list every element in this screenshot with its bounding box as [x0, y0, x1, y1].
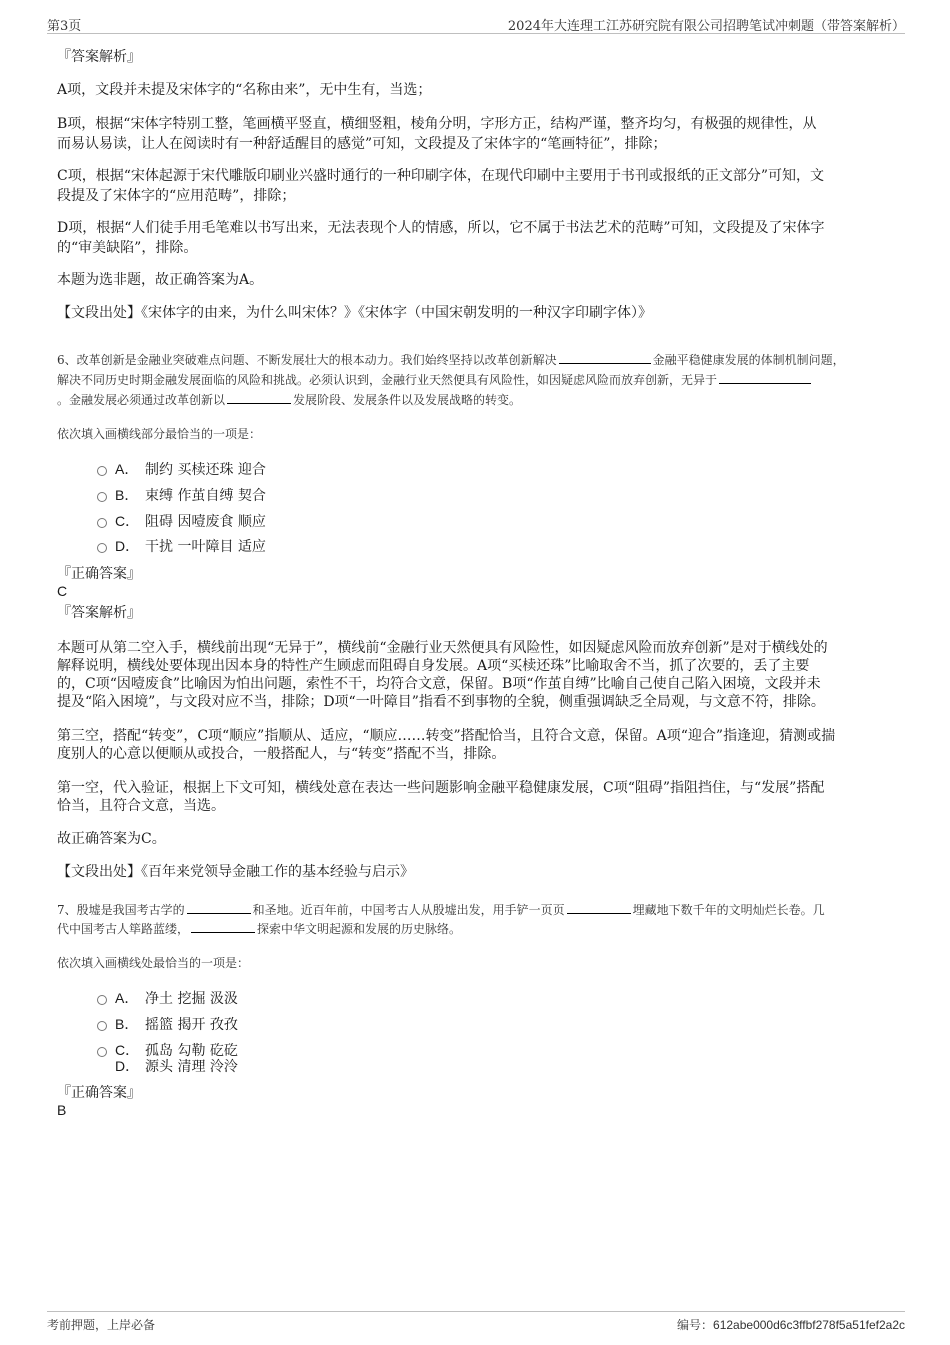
q6-analysis-p1-line2: 解释说明，横线处要体现出因本身的特性产生顾虑而阻碍自身发展。A项“买椟还珠”比喻取舍不当，抓了次要的，丢了主要	[57, 658, 810, 674]
q6-blank-3	[227, 391, 291, 404]
q6-stem-line3: 。金融发展必须通过改革创新以 发展阶段、发展条件以及发展战略的转变。	[57, 393, 522, 407]
q7-option-d[interactable]: D． 源头 清理 泠泠	[115, 1058, 238, 1075]
footer-slogan: 考前押题，上岸必备	[47, 1318, 156, 1332]
document-code: 编号：612abe000d6c3ffbf278f5a51fef2a2c	[677, 1318, 905, 1332]
q5-analysis-label: 『答案解析』	[57, 49, 141, 65]
q5-analysis-p3-line1: C项，根据“宋体起源于宋代雕版印刷业兴盛时通行的一种印刷字体，在现代印刷中主要用于书刊或报纸的正文部分”可知，文	[57, 168, 825, 184]
radio-icon[interactable]	[97, 466, 107, 476]
radio-icon[interactable]	[97, 492, 107, 502]
q6-option-d[interactable]: D． 干扰 一叶障目 适应	[97, 536, 266, 556]
page-header	[47, 13, 905, 34]
q7-blank-3	[191, 920, 255, 933]
page-footer	[47, 1311, 905, 1333]
q6-option-b[interactable]: B． 束缚 作茧自缚 契合	[97, 485, 266, 505]
q7-correct-answer: B	[57, 1102, 67, 1118]
radio-icon[interactable]	[97, 543, 107, 553]
radio-icon[interactable]	[97, 518, 107, 528]
q5-analysis-conclusion: 本题为选非题，故正确答案为A。	[57, 272, 264, 288]
q6-stem-line2: 解决不同历史时期金融发展面临的风险和挑战。必须认识到，金融行业天然便具有风险性，如因疑虑风险而放弃创新，无异于	[57, 370, 895, 391]
q5-analysis-p2-line2: 而易认易读，让人在阅读时有一种舒适醒目的感觉”可知，文段提及了宋体字的“笔画特征”，排除；	[57, 136, 667, 152]
radio-icon[interactable]	[97, 995, 107, 1005]
q7-blank-2	[567, 901, 631, 914]
q6-analysis-p2-line1: 第三空，搭配“转变”，C项“顺应”指顺从、适应，“顺应……转变”搭配恰当，且符合文意，保留。A项“迎合”指逢迎，猜测或揣	[57, 728, 836, 744]
q5-analysis-p1: A项，文段并未提及宋体字的“名称由来”，无中生有，当选；	[57, 82, 432, 98]
q5-analysis-p2-line1: B项，根据“宋体字特别工整，笔画横平竖直，横细竖粗，棱角分明，字形方正，结构严谨，整齐均匀，有极强的规律性，从	[57, 116, 817, 132]
q6-analysis-conclusion: 故正确答案为C。	[57, 831, 166, 847]
q6-blank-1	[559, 351, 651, 364]
q7-option-c[interactable]: C． 孤岛 勾勒 矻矻	[97, 1040, 238, 1060]
q7-correct-label: 『正确答案』	[57, 1085, 141, 1101]
q6-blank-2	[719, 371, 811, 384]
page-number: 第3页	[47, 19, 82, 34]
q5-analysis-p4-line2: 的“审美缺陷”，排除。	[57, 240, 198, 256]
q6-analysis-p2-line2: 度别人的心意以便顺从或投合，一般搭配人，与“转变”搭配不当，排除。	[57, 746, 506, 762]
q7-stem-line1: 7、殷墟是我国考古学的 和圣地。近百年前，中国考古人从殷墟出发，用手铲一页页 埋藏地下数千年的文明灿烂长卷。几	[57, 903, 825, 917]
q6-analysis-p3-line2: 恰当，且符合文意，当选。	[57, 798, 225, 814]
q5-analysis-p3-line2: 段提及了宋体字的“应用范畴”，排除；	[57, 188, 296, 204]
q6-correct-answer: C	[57, 583, 68, 599]
q6-option-c[interactable]: C． 阻碍 因噎废食 顺应	[97, 511, 266, 531]
q7-stem-line2: 代中国考古人筚路蓝缕， 探索中华文明起源和发展的历史脉络。	[57, 922, 462, 936]
q5-source: 【文段出处】《宋体字的由来，为什么叫宋体？》《宋体字（中国宋朝发明的一种汉字印刷字体）》	[57, 305, 652, 321]
q6-analysis-p1-line3: 的，C项“因噎废食”比喻因为怕出问题，索性不干，均符合文意，保留。B项“作茧自缚”比喻自己使自己陷入困境，文段并未	[57, 676, 821, 692]
q5-analysis-p4-line1: D项，根据“人们徒手用毛笔难以书写出来，无法表现个人的情感，所以，它不属于书法艺术的范畴”可知，文段提及了宋体字	[57, 220, 825, 236]
radio-icon[interactable]	[97, 1021, 107, 1031]
q7-option-a[interactable]: A． 净土 挖掘 汲汲	[97, 988, 238, 1008]
document-title: 2024年大连理工江苏研究院有限公司招聘笔试冲刺题（带答案解析）	[507, 19, 905, 34]
q6-option-a[interactable]: A． 制约 买椟还珠 迎合	[97, 459, 266, 479]
q7-blank-1	[187, 901, 251, 914]
q6-analysis-p1-line1: 本题可从第二空入手，横线前出现“无异于”，横线前“金融行业天然便具有风险性，如因疑虑风险而放弃创新”是对于横线处的	[57, 640, 828, 656]
q7-option-b[interactable]: B． 摇篮 揭开 孜孜	[97, 1014, 238, 1034]
q7-prompt: 依次填入画横线处最恰当的一项是：	[57, 956, 250, 970]
q6-analysis-label: 『答案解析』	[57, 605, 141, 621]
q6-prompt: 依次填入画横线部分最恰当的一项是：	[57, 427, 262, 441]
q6-analysis-p1-line4: 提及“陷入困境”，与文段对应不当，排除；D项“一叶障目”指看不到事物的全貌，侧重强调缺乏全局观，与文意不符，排除。	[57, 694, 825, 710]
q6-source: 【文段出处】《百年来党领导金融工作的基本经验与启示》	[57, 864, 414, 880]
q6-analysis-p3-line1: 第一空，代入验证，根据上下文可知，横线处意在表达一些问题影响金融平稳健康发展，C项“阻碍”指阻挡住，与“发展”搭配	[57, 780, 825, 796]
q6-correct-label: 『正确答案』	[57, 566, 141, 582]
q6-stem-line1: 6、改革创新是金融业突破难点问题、不断发展壮大的根本动力。我们始终坚持以改革创新解决 金融平稳健康发展的体制机制问题，	[57, 353, 845, 367]
